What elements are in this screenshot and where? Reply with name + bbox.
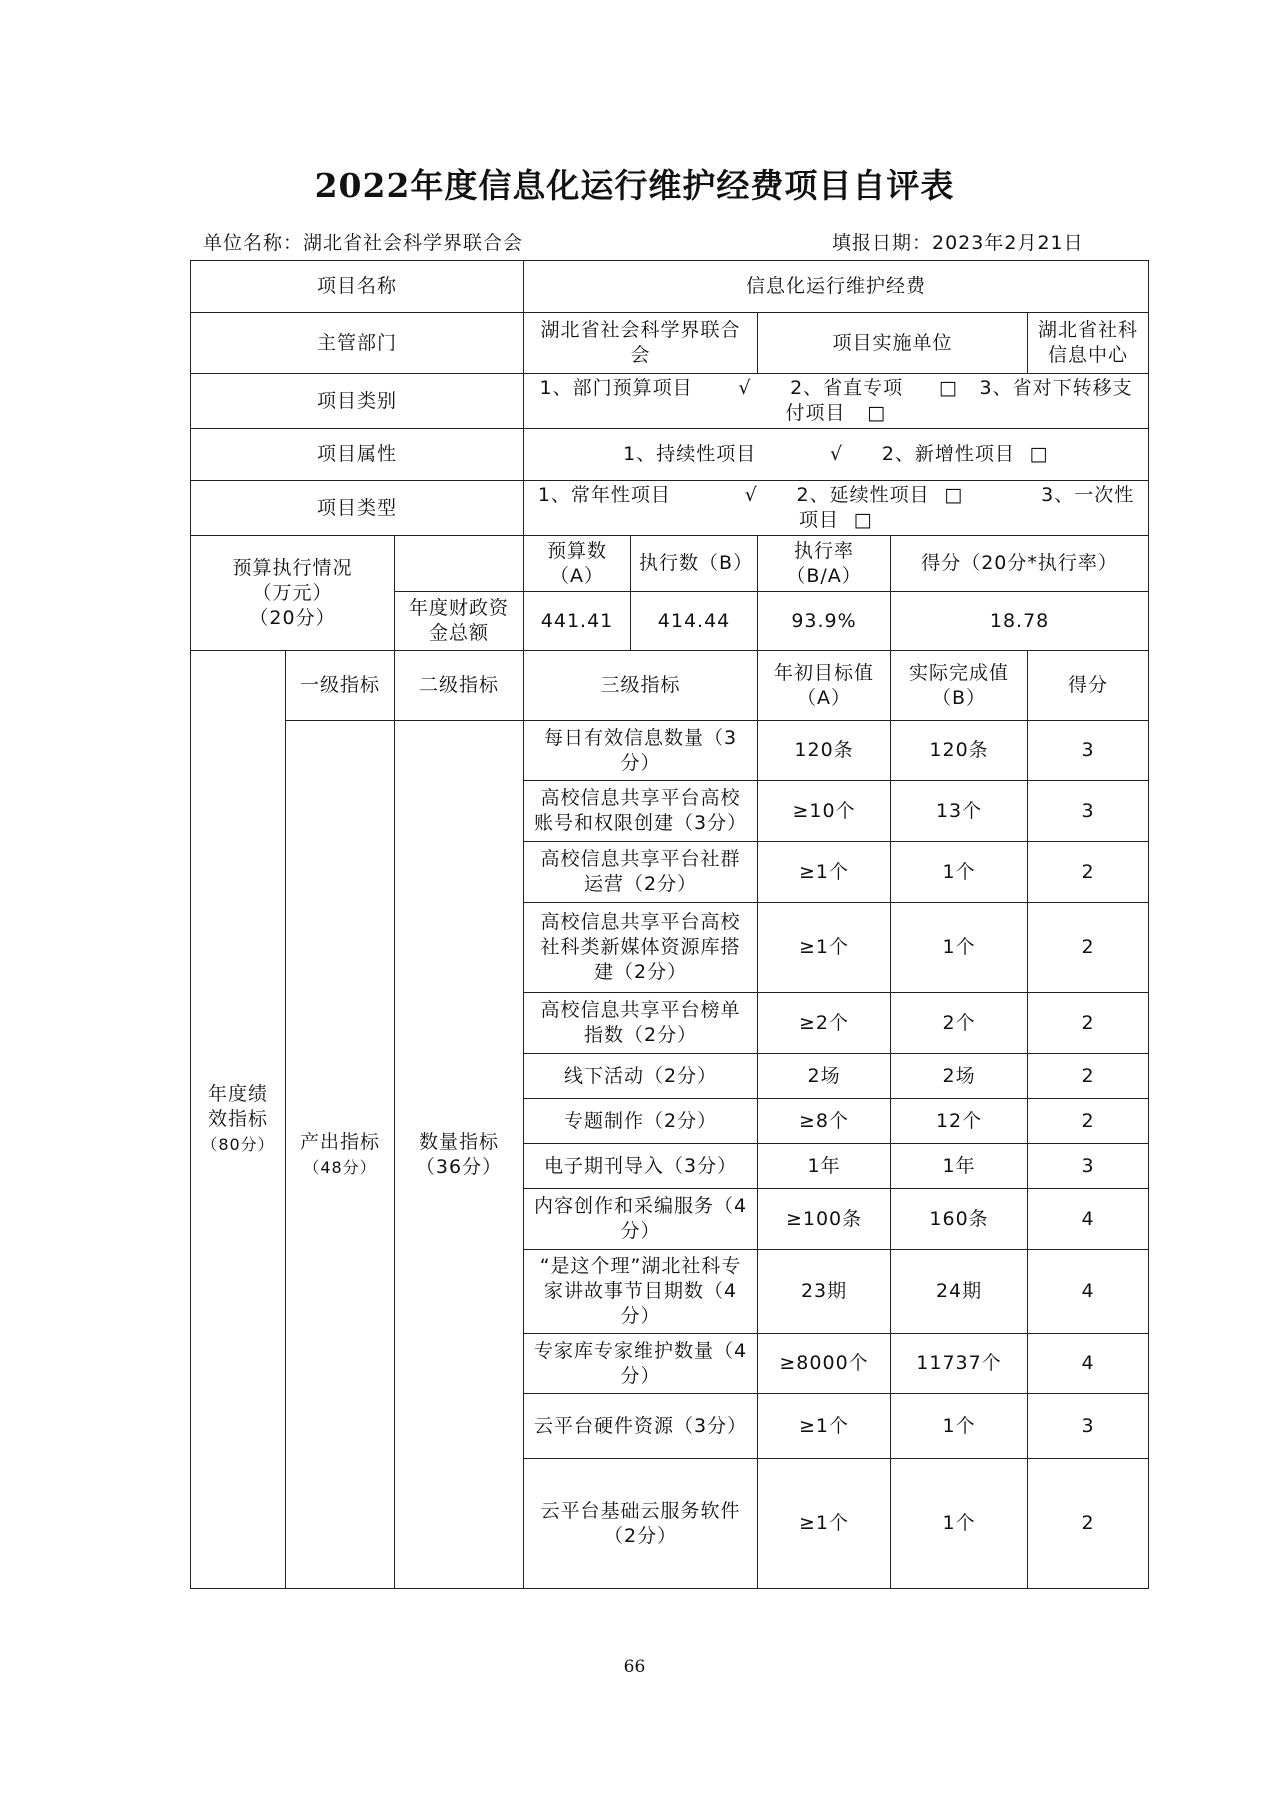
- header-level1: 一级指标: [286, 651, 395, 721]
- unit-name: 单位名称：湖北省社会科学界联合会: [203, 232, 524, 254]
- indicator-name: 高校信息共享平台社群运营（2分）: [524, 842, 758, 903]
- indicator-target: ≥1个: [758, 842, 891, 903]
- indicator-score: 2: [1028, 1459, 1149, 1589]
- indicator-row: [191, 721, 1149, 781]
- indicator-actual: 1个: [891, 903, 1028, 993]
- indicator-header-row: [191, 651, 1149, 721]
- department-row: [191, 313, 1149, 374]
- attribute-label: 项目属性: [191, 429, 524, 481]
- quantity-indicator-cell: [395, 721, 524, 1589]
- indicator-name: 云平台基础云服务软件（2分）: [524, 1459, 758, 1589]
- indicator-actual: 24期: [891, 1250, 1028, 1334]
- budget-label-line2: （万元）: [252, 581, 333, 604]
- budget-header-rate: 执行率（B/A）: [758, 536, 891, 592]
- indicator-actual: 2场: [891, 1054, 1028, 1099]
- indicator-actual: 1年: [891, 1144, 1028, 1189]
- project-name-label: 项目名称: [191, 261, 524, 313]
- indicator-score: 2: [1028, 1054, 1149, 1099]
- page-title: 2022年度信息化运行维护经费项目自评表: [314, 166, 955, 205]
- budget-row-label: 年度财政资金总额: [395, 592, 524, 651]
- self-evaluation-table: [190, 260, 1149, 1589]
- department-label: 主管部门: [191, 313, 524, 374]
- indicator-target: ≥1个: [758, 1394, 891, 1459]
- category-option-1-mark: √: [738, 377, 752, 399]
- indicator-target: ≥8个: [758, 1099, 891, 1144]
- header-level2: 二级指标: [395, 651, 524, 721]
- quantity-indicator-points: （36分）: [415, 1155, 503, 1178]
- type-option-1: 1、常年性项目: [537, 484, 671, 506]
- output-indicator-cell: [286, 721, 395, 1589]
- indicator-name: 每日有效信息数量（3分）: [524, 721, 758, 781]
- category-option-3: 3、省对下转移支付项目: [785, 377, 1133, 424]
- indicator-actual: 1个: [891, 842, 1028, 903]
- category-option-2: 2、省直专项: [790, 377, 904, 399]
- type-option-2: 2、延续性项目: [796, 484, 930, 506]
- attribute-row: [191, 429, 1149, 481]
- indicator-target: ≥1个: [758, 1459, 891, 1589]
- indicator-target: 2场: [758, 1054, 891, 1099]
- category-options: [524, 374, 1149, 429]
- indicator-name: 内容创作和采编服务（4分）: [524, 1189, 758, 1250]
- type-option-1-mark: √: [744, 484, 758, 506]
- indicator-target: 120条: [758, 721, 891, 781]
- budget-value: 441.41: [524, 592, 631, 651]
- indicator-target: ≥100条: [758, 1189, 891, 1250]
- rate-value: 93.9%: [758, 592, 891, 651]
- attribute-option-2: 2、新增性项目: [881, 443, 1015, 465]
- indicator-actual: 160条: [891, 1189, 1028, 1250]
- indicator-score: 3: [1028, 781, 1149, 842]
- indicator-actual: 13个: [891, 781, 1028, 842]
- type-options: [524, 481, 1149, 536]
- type-option-3-mark: □: [853, 509, 873, 531]
- indicator-name: 专家库专家维护数量（4分）: [524, 1334, 758, 1394]
- department-value: 湖北省社会科学界联合会: [524, 313, 758, 374]
- budget-header-row: [191, 536, 1149, 592]
- annual-indicator-points: （80分）: [201, 1135, 275, 1154]
- indicator-name: 高校信息共享平台高校账号和权限创建（3分）: [524, 781, 758, 842]
- project-name-value: 信息化运行维护经费: [524, 261, 1149, 313]
- header-actual: 实际完成值（B）: [891, 651, 1028, 721]
- indicator-actual: 12个: [891, 1099, 1028, 1144]
- type-row: [191, 481, 1149, 536]
- budget-header-budget: 预算数（A）: [524, 536, 631, 592]
- indicator-score: 2: [1028, 993, 1149, 1054]
- annual-indicator-cell: [191, 651, 286, 1589]
- indicator-name: “是这个理”湖北社科专家讲故事节目期数（4分）: [524, 1250, 758, 1334]
- indicator-target: ≥2个: [758, 993, 891, 1054]
- indicator-name: 专题制作（2分）: [524, 1099, 758, 1144]
- category-label: 项目类别: [191, 374, 524, 429]
- indicator-score: 4: [1028, 1250, 1149, 1334]
- impl-unit-label: 项目实施单位: [758, 313, 1028, 374]
- indicator-target: 23期: [758, 1250, 891, 1334]
- type-option-3: 3、一次性项目: [799, 484, 1135, 531]
- indicator-score: 3: [1028, 1144, 1149, 1189]
- indicator-score: 2: [1028, 842, 1149, 903]
- budget-label: [191, 536, 395, 651]
- type-option-2-mark: □: [944, 484, 964, 506]
- indicator-name: 高校信息共享平台高校社科类新媒体资源库搭建（2分）: [524, 903, 758, 993]
- indicator-target: ≥1个: [758, 903, 891, 993]
- budget-header-score: 得分（20分*执行率）: [891, 536, 1149, 592]
- category-option-1: 1、部门预算项目: [539, 377, 693, 399]
- output-indicator-label: 产出指标: [299, 1130, 380, 1153]
- project-name-row: [191, 261, 1149, 313]
- header-score: 得分: [1028, 651, 1149, 721]
- annual-indicator-label: 年度绩效指标: [207, 1083, 268, 1130]
- indicator-actual: 2个: [891, 993, 1028, 1054]
- indicator-score: 3: [1028, 1394, 1149, 1459]
- header-level3: 三级指标: [524, 651, 758, 721]
- indicator-score: 4: [1028, 1334, 1149, 1394]
- budget-label-line1: 预算执行情况: [232, 556, 353, 579]
- indicator-target: 1年: [758, 1144, 891, 1189]
- quantity-indicator-label: 数量指标: [419, 1130, 500, 1153]
- attribute-option-2-mark: □: [1029, 443, 1049, 465]
- score-value: 18.78: [891, 592, 1149, 651]
- category-option-3-mark: □: [867, 402, 887, 424]
- indicator-name: 线下活动（2分）: [524, 1054, 758, 1099]
- output-indicator-points: （48分）: [303, 1157, 377, 1177]
- indicator-actual: 1个: [891, 1394, 1028, 1459]
- budget-header-blank: [395, 536, 524, 592]
- attribute-option-1-mark: √: [830, 443, 844, 465]
- budget-header-exec: 执行数（B）: [631, 536, 758, 592]
- attribute-option-1: 1、持续性项目: [623, 443, 757, 465]
- category-row: [191, 374, 1149, 429]
- impl-unit-value: 湖北省社科信息中心: [1028, 313, 1149, 374]
- indicator-name: 云平台硬件资源（3分）: [524, 1394, 758, 1459]
- indicator-name: 高校信息共享平台榜单指数（2分）: [524, 993, 758, 1054]
- fill-date: 填报日期：2023年2月21日: [832, 232, 1084, 254]
- type-label: 项目类型: [191, 481, 524, 536]
- indicator-target: ≥8000个: [758, 1334, 891, 1394]
- budget-label-line3: （20分）: [249, 606, 336, 629]
- indicator-score: 4: [1028, 1189, 1149, 1250]
- indicator-actual: 11737个: [891, 1334, 1028, 1394]
- attribute-options: [524, 429, 1149, 481]
- indicator-target: ≥10个: [758, 781, 891, 842]
- indicator-name: 电子期刊导入（3分）: [524, 1144, 758, 1189]
- category-option-2-mark: □: [938, 377, 958, 399]
- page-number: 66: [623, 1657, 646, 1677]
- exec-value: 414.44: [631, 592, 758, 651]
- header-target: 年初目标值（A）: [758, 651, 891, 721]
- indicator-score: 3: [1028, 721, 1149, 781]
- indicator-score: 2: [1028, 1099, 1149, 1144]
- indicator-score: 2: [1028, 903, 1149, 993]
- indicator-actual: 120条: [891, 721, 1028, 781]
- indicator-actual: 1个: [891, 1459, 1028, 1589]
